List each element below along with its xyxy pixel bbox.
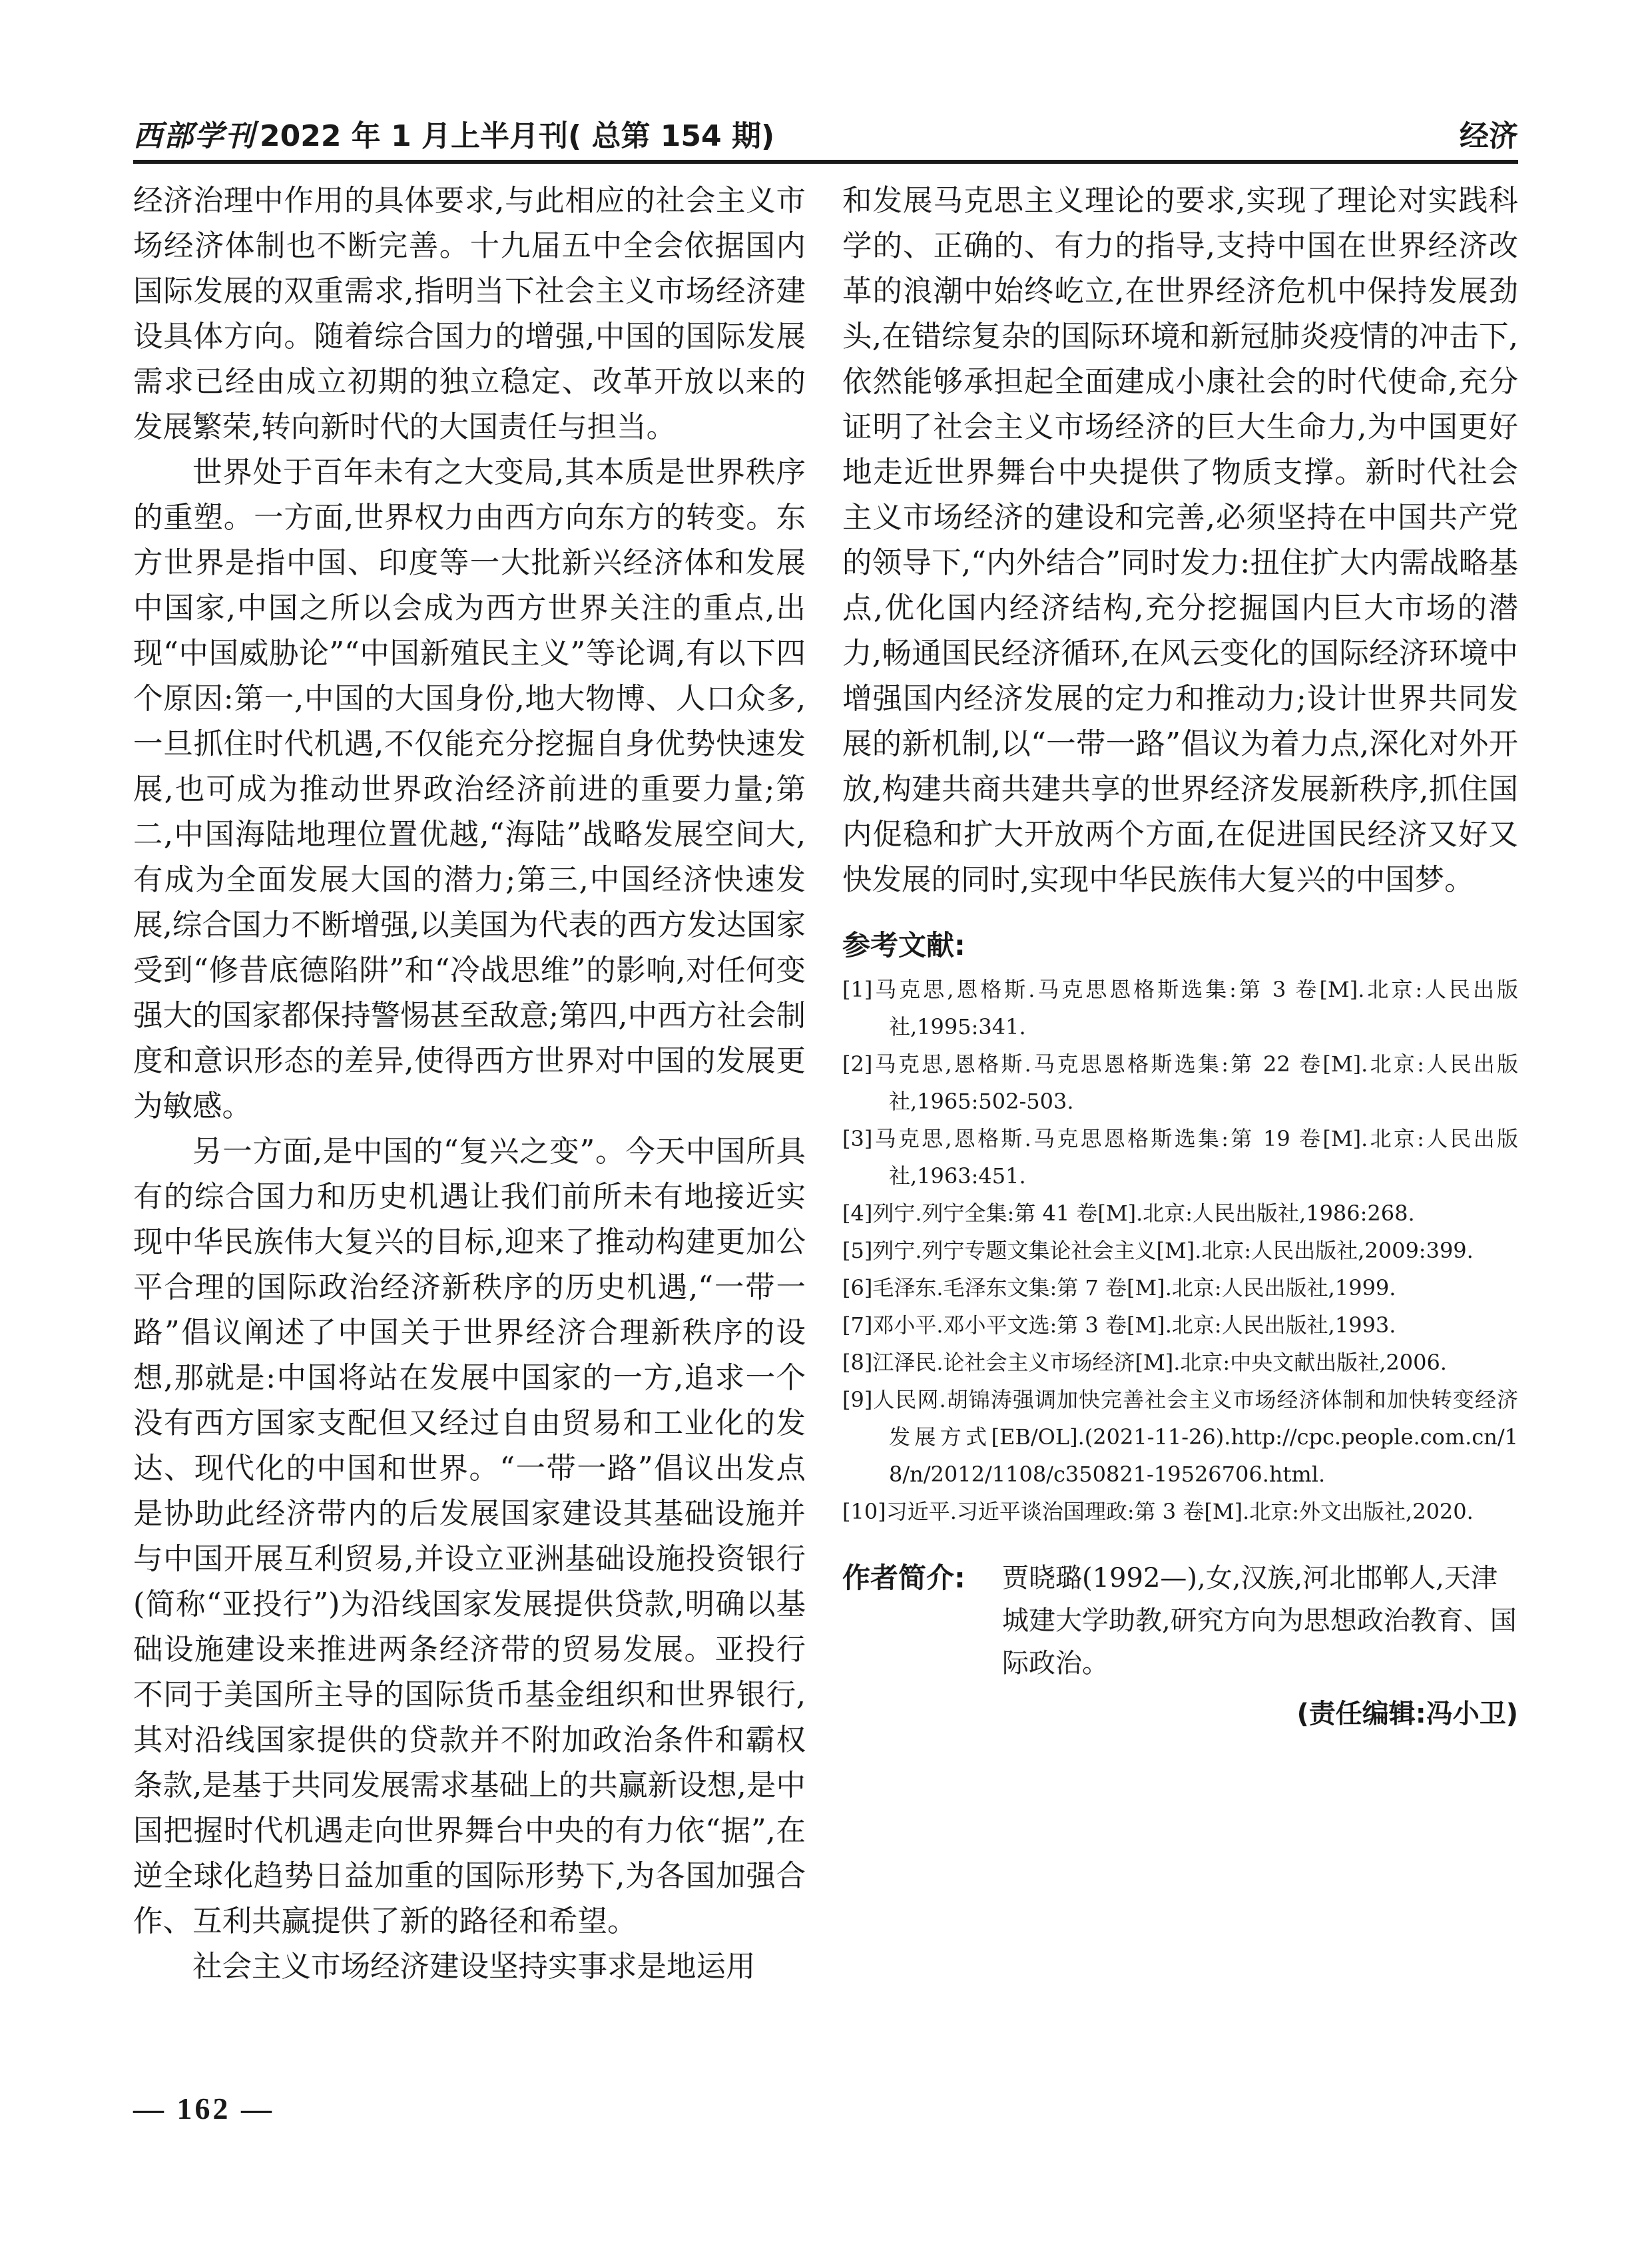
left-column — [133, 178, 806, 1990]
journal-logo: 西部学刊 — [133, 119, 256, 153]
paragraph: 经济治理中作用的具体要求,与此相应的社会主义市场经济体制也不断完善。十九届五中全会依据国内国际发展的双重需求,指明当下社会主义市场经济建设具体方向。随着综合国力的增强,中国的国际发展需求已经由成立初期的独立稳定、改革开放以来的发展繁荣,转向新时代的大国责任与担当。 — [133, 184, 806, 444]
page-number: — 162 — — [133, 2092, 274, 2125]
reference-item: [9]人民网.胡锦涛强调加快完善社会主义市场经济体制和加快转变经济发展方式[EB/OL].(2021-11-26).http://cpc.people.com.cn/18/n/2012/1108/c350821-19526706.html. — [842, 1387, 1518, 1487]
reference-item: [5]列宁.列宁专题文集论社会主义[M].北京:人民出版社,2009:399. — [842, 1238, 1474, 1263]
reference-item: [1]马克思,恩格斯.马克思恩格斯选集:第 3 卷[M].北京:人民出版社,1995:341. — [842, 977, 1518, 1039]
paragraph: 社会主义市场经济建设坚持实事求是地运用 — [192, 1950, 756, 1984]
reference-item: [2]马克思,恩格斯.马克思恩格斯选集:第 22 卷[M].北京:人民出版社,1965:502-503. — [842, 1051, 1518, 1114]
author-bio-label: 作者简介: — [842, 1561, 965, 1594]
issue-info: 2022 年 1 月上半月刊( 总第 154 期) — [260, 119, 775, 153]
paragraph: 和发展马克思主义理论的要求,实现了理论对实践科学的、正确的、有力的指导,支持中国在世界经济改革的浪潮中始终屹立,在世界经济危机中保持发展劲头,在错综复杂的国际环境和新冠肺炎疫情的冲击下,依然能够承担起全面建成小康社会的时代使命,充分证明了社会主义市场经济的巨大生命力,为中国更好地走近世界舞台中央提供了物质支撑。新时代社会主义市场经济的建设和完善,必须坚持在中国共产党的领导下,“内外结合”同时发力:扭住扩大内需战略基点,优化国内经济结构,充分挖掘国内巨大市场的潜力,畅通国民经济循环,在风云变化的国际经济环境中增强国内经济发展的定力和推动力;设计世界共同发展的新机制,以“一带一路”倡议为着力点,深化对外开放,构建共商共建共享的世界经济发展新秩序,抓住国内促稳和扩大开放两个方面,在促进国民经济又好又快发展的同时,实现中华民族伟大复兴的中国梦。 — [842, 184, 1518, 897]
journal-title — [133, 112, 774, 154]
reference-item: [3]马克思,恩格斯.马克思恩格斯选集:第 19 卷[M].北京:人民出版社,1963:451. — [842, 1126, 1518, 1189]
section-name: 经济 — [1460, 119, 1518, 153]
references-title: 参考文献: — [842, 929, 965, 962]
reference-item: [6]毛泽东.毛泽东文集:第 7 卷[M].北京:人民出版社,1999. — [842, 1275, 1396, 1300]
paragraph: 另一方面,是中国的“复兴之变”。今天中国所具有的综合国力和历史机遇让我们前所未有地接近实现中华民族伟大复兴的目标,迎来了推动构建更加公平合理的国际政治经济新秩序的历史机遇,“一带一路”倡议阐述了中国关于世界经济合理新秩序的设想,那就是:中国将站在发展中国家的一方,追求一个没有西方国家支配但又经过自由贸易和工业化的发达、现代化的中国和世界。“一带一路”倡议出发点是协助此经济带内的后发展国家建设其基础设施并与中国开展互利贸易,并设立亚洲基础设施投资银行(简称“亚投行”)为沿线国家发展提供贷款,明确以基础设施建设来推进两条经济带的贸易发展。亚投行不同于美国所主导的国际货币基金组织和世界银行,其对沿线国家提供的贷款并不附加政治条件和霸权条款,是基于共同发展需求基础上的共赢新设想,是中国把握时代机遇走向世界舞台中央的有力依“据”,在逆全球化趋势日益加重的国际形势下,为各国加强合作、互利共赢提供了新的路径和希望。 — [133, 1135, 806, 1938]
header-rule — [133, 160, 1518, 164]
reference-item: [10]习近平.习近平谈治国理政:第 3 卷[M].北京:外文出版社,2020. — [842, 1499, 1474, 1524]
author-bio-text: 贾晓璐(1992—),女,汉族,河北邯郸人,天津城建大学助教,研究方向为思想政治教育、国际政治。 — [1002, 1563, 1517, 1679]
author-bio — [842, 1557, 1518, 1685]
reference-item: [4]列宁.列宁全集:第 41 卷[M].北京:人民出版社,1986:268. — [842, 1201, 1415, 1226]
right-column — [842, 178, 1518, 1737]
reference-item: [8]江泽民.论社会主义市场经济[M].北京:中央文献出版社,2006. — [842, 1350, 1447, 1375]
reference-item: [7]邓小平.邓小平文选:第 3 卷[M].北京:人民出版社,1993. — [842, 1312, 1396, 1338]
page-header — [133, 112, 1518, 152]
reference-list — [842, 971, 1518, 1530]
paragraph: 世界处于百年未有之大变局,其本质是世界秩序的重塑。一方面,世界权力由西方向东方的转变。东方世界是指中国、印度等一大批新兴经济体和发展中国家,中国之所以会成为西方世界关注的重点,出现“中国威胁论”“中国新殖民主义”等论调,有以下四个原因:第一,中国的大国身份,地大物博、人口众多,一旦抓住时代机遇,不仅能充分挖掘自身优势快速发展,也可成为推动世界政治经济前进的重要力量;第二,中国海陆地理位置优越,“海陆”战略发展空间大,有成为全面发展大国的潜力;第三,中国经济快速发展,综合国力不断增强,以美国为代表的西方发达国家受到“修昔底德陷阱”和“冷战思维”的影响,对任何变强大的国家都保持警惕甚至敌意;第四,中西方社会制度和意识形态的差异,使得西方世界对中国的发展更为敏感。 — [133, 455, 806, 1123]
responsible-editor: (责任编辑:冯小卫) — [1296, 1699, 1518, 1729]
